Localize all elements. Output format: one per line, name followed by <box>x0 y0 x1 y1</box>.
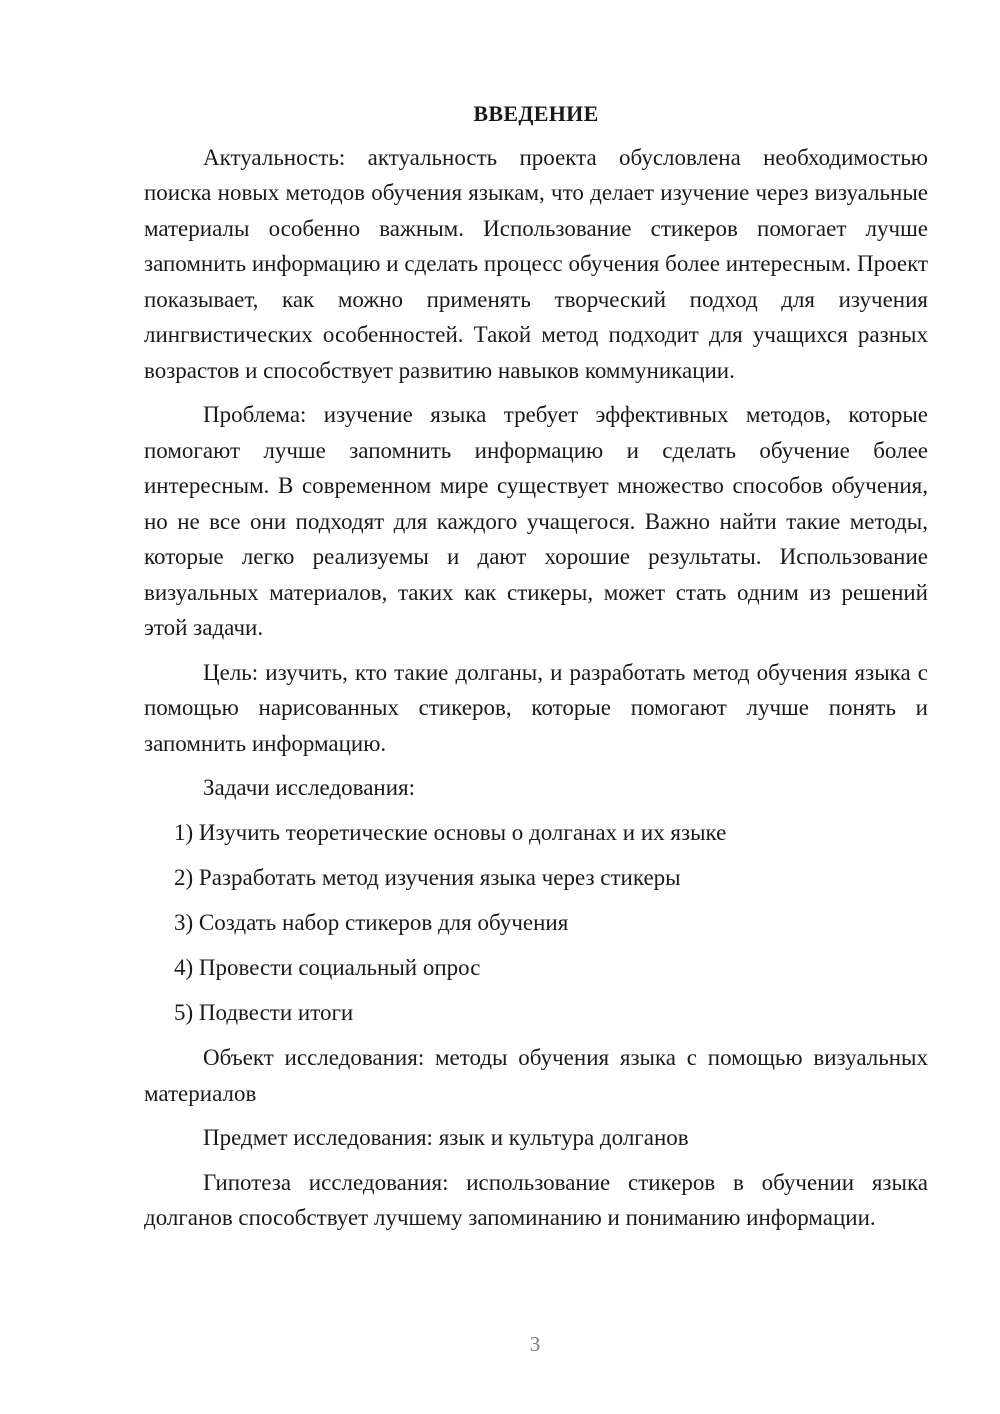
paragraph-problem: Проблема: изучение языка требует эффективных методов, которые помогают лучше запомнить информацию и сделать обучение более интересным. В современном мире существует множество способов обучения, но не все они подходят для каждого учащегося. Важно найти такие методы, которые легко реализуемы и дают хорошие результаты. Использование визуальных материалов, таких как стикеры, может стать одним из решений этой задачи. <box>144 402 928 640</box>
tasks-list <box>144 815 928 1031</box>
paragraph-relevance: Актуальность: актуальность проекта обусловлена необходимостью поиска новых методов обучения языкам, что делает изучение через визуальные материалы особенно важным. Использование стикеров помогает лучше запомнить информацию и сделать процесс обучения более интересным. Проект показывает, как можно применять творческий подход для изучения лингвистических особенностей. Такой метод подходит для учащихся разных возрастов и способствует развитию навыков коммуникации. <box>144 144 928 383</box>
section-title: ВВЕДЕНИЕ <box>473 101 599 126</box>
task-item: 4) Провести социальный опрос <box>174 955 481 980</box>
page-content <box>144 96 928 1245</box>
task-item: 1) Изучить теоретические основы о долганах и их языке <box>174 820 727 845</box>
task-item: 2) Разработать метод изучения языка через стикеры <box>174 865 681 890</box>
tasks-heading: Задачи исследования: <box>203 775 416 800</box>
paragraph-subject: Предмет исследования: язык и культура долганов <box>203 1125 689 1150</box>
page-number: 3 <box>529 1332 541 1356</box>
task-item: 5) Подвести итоги <box>174 1000 354 1025</box>
task-item: 3) Создать набор стикеров для обучения <box>174 910 569 935</box>
paragraph-object: Объект исследования: методы обучения языка с помощью визуальных материалов <box>144 1045 928 1106</box>
paragraph-hypothesis: Гипотеза исследования: использование стикеров в обучении языка долганов способствует лучшему запоминанию и пониманию информации. <box>144 1169 928 1230</box>
paragraph-goal: Цель: изучить, кто такие долганы, и разработать метод обучения языка с помощью нарисованных стикеров, которые помогают лучше понять и запомнить информацию. <box>144 659 928 756</box>
